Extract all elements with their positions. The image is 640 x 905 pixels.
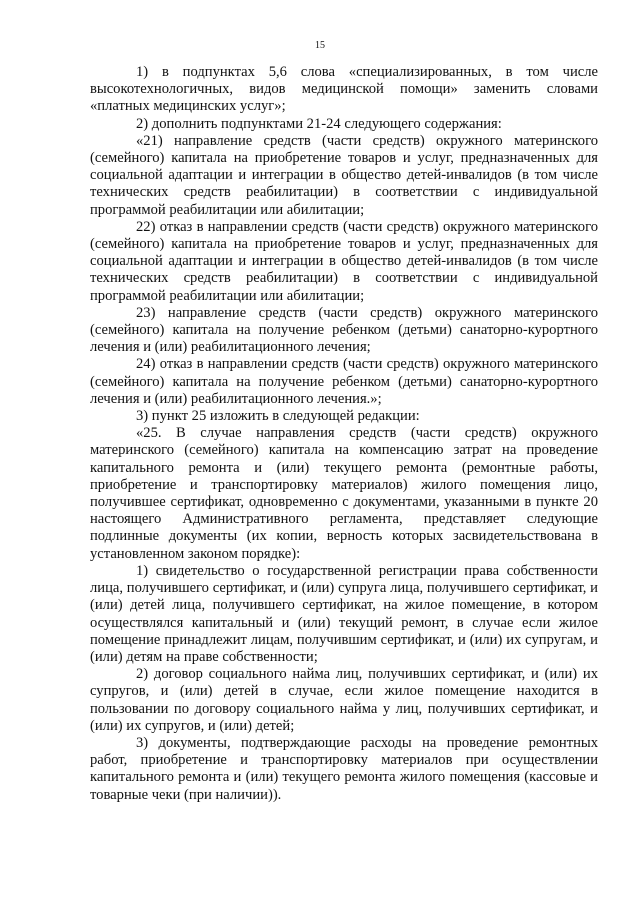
paragraph-subitem-23: 23) направление средств (части средств) окружного материнского (семейного) капитала на получение ребенком (детьми) санаторно-курортного лечения и (или) реабилитационного лечения;	[90, 304, 598, 356]
paragraph-amendment-1: 1) в подпунктах 5,6 слова «специализированных, в том числе высокотехнологичных, видов медицинской помощи» заменить словами «платных медицинских услуг»;	[90, 64, 598, 115]
page-number: 15	[315, 40, 325, 51]
paragraph-document-3: 3) документы, подтверждающие расходы на проведение ремонтных работ, приобретение и транспортировку материалов при осуществлении капитального ремонта и (или) текущего ремонта жилого помещения (кассовые и товарные чеки (при наличии)).	[90, 734, 598, 803]
paragraph-subitem-24: 24) отказ в направлении средств (части средств) окружного материнского (семейного) капитала на получение ребенком (детьми) санаторно-курортного лечения и (или) реабилитационного лечения.»;	[90, 356, 598, 407]
paragraph-amendment-3: 3) пункт 25 изложить в следующей редакции:	[136, 408, 420, 425]
paragraph-subitem-21: «21) направление средств (части средств) окружного материнского (семейного) капитала на приобретение товаров и услуг, предназначенных для социальной адаптации и интеграции в общество детей-инвалидов (в том числе технических средств реабилитации) в соответствии с индивидуальной программой реабилитации или абилитации;	[90, 132, 598, 218]
paragraph-amendment-2: 2) дополнить подпунктами 21-24 следующего содержания:	[136, 115, 502, 132]
document-body	[90, 64, 598, 804]
paragraph-subitem-22: 22) отказ в направлении средств (части средств) окружного материнского (семейного) капитала на приобретение товаров и услуг, предназначенных для социальной адаптации и интеграции в общество детей-инвалидов (в том числе технических средств реабилитации) в соответствии с индивидуальной программой реабилитации или абилитации;	[90, 218, 598, 304]
paragraph-item-25: «25. В случае направления средств (части средств) окружного материнского (семейного) капитала на компенсацию затрат на проведение капитального ремонта и (или) текущего ремонта (ремонтные работы, приобретение и транспортировку материалов) жилого помещения лицо, получившее сертификат, одновременно с документами, указанными в пункте 20 настоящего Административного регламента, представляет следующие подлинные документы (их копии, верность которых засвидетельствована в установленном законом порядке):	[90, 425, 598, 562]
paragraph-document-1: 1) свидетельство о государственной регистрации права собственности лица, получившего сертификат, и (или) супруга лица, получившего сертификат, и (или) детей лица, получившего сертификат, на жилое помещение, в котором осуществлялся капитальный и (или) текущий ремонт, в случае если жилое помещение принадлежит лицам, получившим сертификат, и (или) их супругам, и (или) детям на праве собственности;	[90, 562, 598, 665]
paragraph-document-2: 2) договор социального найма лиц, получивших сертификат, и (или) их супругов, и (или) детей в случае, если жилое помещение находится в пользовании по договору социального найма у лиц, получивших сертификат, и (или) их супругов, и (или) детей;	[90, 666, 598, 734]
